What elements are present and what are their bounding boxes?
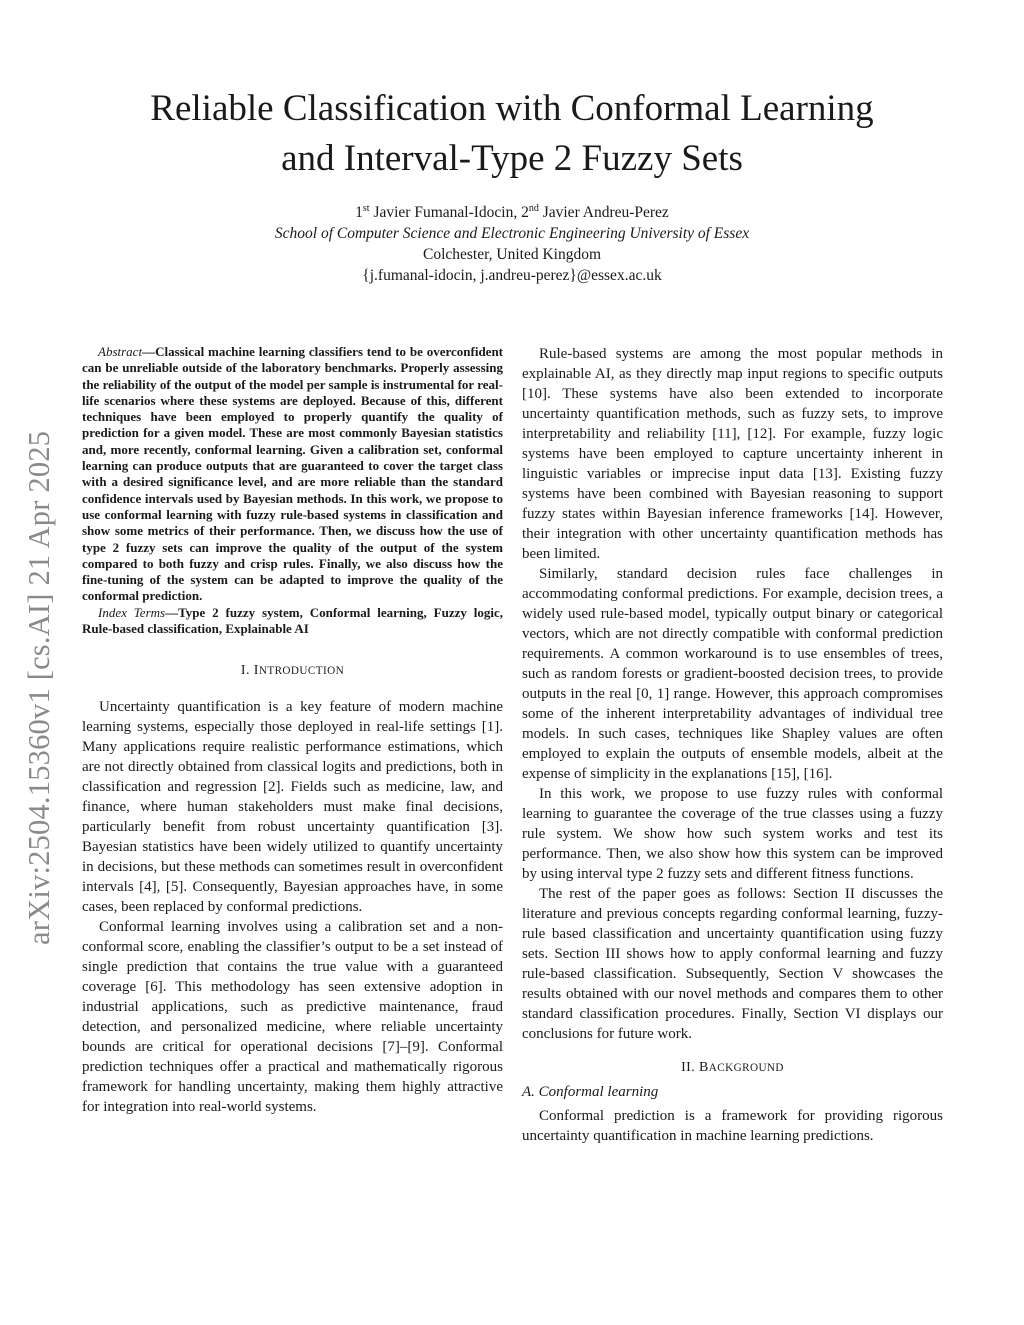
intro-paragraph-3: Rule-based systems are among the most popular methods in explainable AI, as they directly map input regions to specific outputs [10]. These systems have also been extended to incorporate uncertainty quantification methods, such as fuzzy sets, to improve interpretability and reliability [11], [12]. For example, fuzzy logic systems have been employed to capture uncertainty inherent in linguistic variables or imprecise input data [13]. Existing fuzzy systems have been combined with Bayesian reasoning to support fuzzy states within Bayesian inference frameworks [14]. However, their integration with other uncertainty quantification methods has been limited.: [522, 346, 943, 562]
index-terms: [82, 605, 503, 638]
author-2-ordinal: nd: [528, 203, 539, 214]
author-block: [60, 202, 964, 286]
intro-paragraph-1: Uncertainty quantification is a key feature of modern machine learning systems, especially those deployed in real-life settings [1]. Many applications require realistic performance estimations, which are not directly obtained from classical logits and predictions, both in classification and regression [2]. Fields such as medicine, law, and finance, where human stakeholders must make final decisions, particularly benefit from robust uncertainty quantification [3]. Bayesian statistics have been widely utilized to quantify uncertainty in decisions, but these methods can sometimes result in overconfident intervals [4], [5]. Consequently, Bayesian approaches have, in some cases, been replaced by conformal predictions.: [82, 699, 503, 916]
arxiv-identifier: arXiv:2504.15360v1 [cs.AI] 21 Apr 2025: [22, 430, 56, 945]
intro-paragraph-4: Similarly, standard decision rules face challenges in accommodating conformal predictions. For example, decision trees, a widely used rule-based model, typically output binary or categorical vectors, which are not directly compatible with conformal prediction requirements. A common workaround is to use ensembles of trees, such as random forests or gradient-boosted decision trees, to provide outputs in the real [0, 1] range. However, this approach compromises some of the inherent interpretability advantages of individual tree models. In such cases, techniques like Shapley values are often employed to explain the outputs of ensemble models, albeit at the expense of simplicity in the explanations [15], [16].: [522, 566, 943, 782]
index-terms-label: Index Terms: [98, 604, 166, 620]
left-column: [82, 344, 503, 1117]
author-1-number: 1: [355, 204, 363, 221]
intro-paragraph-6: The rest of the paper goes as follows: Section II discusses the literature and previous concepts regarding conformal learning, fuzzy-rule based classification and uncertainty quantification using fuzzy sets. Section III shows how to apply conformal learning and fuzzy rule-based classification. Subsequently, Section V showcases the results obtained with our novel methods and compares them to other standard classification procedures. Finally, Section VI displays our conclusions for future work.: [522, 886, 943, 1042]
abstract-paragraph: [82, 344, 503, 605]
paper-title: [60, 84, 964, 184]
author-1-name: Javier Fumanal-Idocin,: [373, 204, 518, 221]
abstract-text: —Classical machine learning classifiers tend to be overconfident can be unreliable outside of the laboratory benchmarks. Properly assessing the reliability of the output of the model per sample is instrumental for real-life scenarios where these systems are deployed. Because of this, different techniques have been employed to properly quantify the quality of prediction for a given model. These are most commonly Bayesian statistics and, more recently, conformal learning. Given a calibration set, conformal learning can produce outputs that are guaranteed to cover the target class with a desired significance level, and are more reliable than the standard confidence intervals used by Bayesian methods. In this work, we propose to use conformal learning with fuzzy rule-based systems in classification and show some metrics of their performance. Then, we discuss how the use of type 2 fuzzy sets can improve the quality of the output of the system compared to both fuzzy and crisp rules. Finally, we also discuss how the fine-tuning of the system can be adapted to improve the quality of the conformal prediction.: [82, 344, 503, 604]
right-column: [522, 344, 943, 1146]
abstract-label: Abstract: [98, 344, 143, 359]
author-1-ordinal: st: [362, 203, 370, 214]
section-heading-introduction: I. INTRODUCTION: [240, 663, 345, 679]
title-line-2: and Interval-Type 2 Fuzzy Sets: [281, 138, 743, 179]
author-location: Colchester, United Kingdom: [422, 246, 602, 263]
intro-paragraph-2: Conformal learning involves using a calibration set and a non-conformal score, enabling the classifier’s output to be a set instead of single prediction that contains the true value with a guaranteed coverage [6]. This methodology has seen extensive adoption in industrial applications, such as predictive maintenance, fraud detection, and personalized medicine, where reliable uncertainty bounds are critical for operational decisions [7]–[9]. Conformal prediction techniques offer a practical and mathematically rigorous framework for handling uncertainty, making them highly attractive for integration into real-world systems.: [82, 919, 503, 1116]
author-names: [60, 202, 964, 223]
author-affiliation: School of Computer Science and Electronic Engineering University of Essex: [274, 225, 750, 242]
author-email: {j.fumanal-idocin, j.andreu-perez}@essex.ac.uk: [362, 267, 662, 284]
section-heading-background: II. BACKGROUND: [681, 1060, 784, 1075]
title-line-1: Reliable Classification with Conformal Learning: [150, 88, 874, 129]
intro-paragraph-5: In this work, we propose to use fuzzy rules with conformal learning to guarantee the coverage of the true classes using a fuzzy rule system. We show how such system works and test its performance. Then, we also show how this system can be improved by using interval type 2 fuzzy sets and different fitness functions.: [522, 786, 943, 882]
subsection-heading-conformal-learning: A. Conformal learning: [522, 1084, 659, 1100]
author-2-name: Javier Andreu-Perez: [542, 204, 669, 221]
index-terms-text: —Type 2 fuzzy system, Conformal learning, Fuzzy logic, Rule-based classification, Explainable AI: [82, 604, 503, 637]
author-2-number: 2: [521, 204, 529, 221]
background-paragraph-1: Conformal prediction is a framework for providing rigorous uncertainty quantification in machine learning predictions.: [522, 1108, 943, 1144]
abstract: [82, 344, 503, 637]
